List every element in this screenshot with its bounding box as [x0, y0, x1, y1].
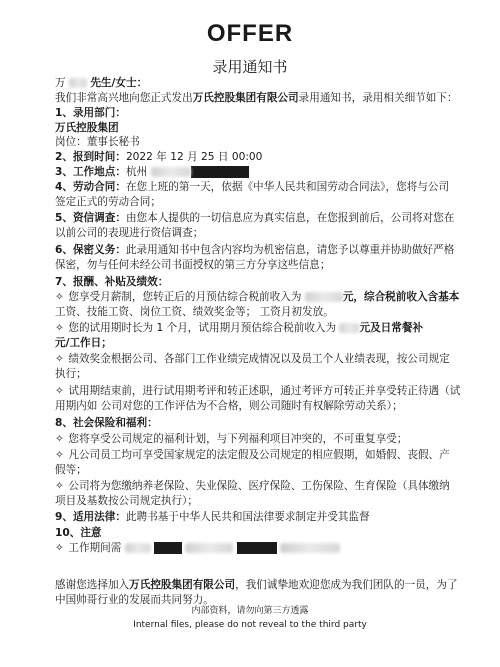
section-1-post: 岗位：董事长秘书: [55, 136, 140, 148]
section-6-line: [55, 243, 460, 258]
closing-company: 万氏控股集团有限公司: [129, 579, 236, 591]
document-subtitle: 录用通知书: [212, 58, 288, 76]
section-3-value: 杭州: [125, 166, 148, 178]
review-text-1: 试用期结束前，进行试用期考评和转正述职，通过考评方可转正并享受转正待遇（试: [68, 385, 461, 397]
bullet-diamond-icon: ✧: [55, 322, 64, 334]
section-6-text-1: 此录用通知书中包含内容均为机密信息，请您予以尊重并协助做好严格: [125, 244, 455, 256]
section-7-item-b-cont: 元/工作日；: [55, 337, 112, 349]
address-blurred: [151, 167, 191, 177]
section-7-title: 7、报酬、补贴及绩效：: [55, 276, 169, 288]
section-8-title: 8、社会保险和福利：: [55, 417, 158, 429]
section-1-department: 万氏控股集团: [55, 122, 119, 134]
section-8-item-c-cont: 项目及基数按公司规定执行）；: [55, 495, 199, 507]
closing-thanks-row: [55, 578, 460, 593]
recipient-salutation: 先生/女士：: [90, 77, 148, 89]
section-4-line: [55, 180, 460, 195]
bullet-diamond-icon: ✧: [55, 449, 64, 461]
section-7-item-b: [55, 321, 460, 336]
section-4-text-2: 签定正式的劳动合同；: [55, 196, 161, 208]
probation-amount-blurred: [339, 323, 359, 333]
section-4-text-1: 在您上班的第一天，依据《中华人民共和国劳动合同法》，您将与公司: [125, 181, 450, 193]
intro-company: 万氏控股集团有限公司: [192, 92, 299, 104]
section-6-label: 6、保密义务：: [55, 244, 126, 256]
bullet-diamond-icon: ✧: [55, 385, 64, 397]
salary-amount-blurred: [305, 292, 343, 302]
section-7-item-a: [55, 290, 460, 305]
attention-blurred-1: [125, 543, 151, 553]
section-7-item-c-cont: 执行；: [55, 368, 87, 380]
recipient-name-blurred: [69, 78, 87, 88]
closing-text-after: ，我们诚挚地欢迎您成为我们团队的一员，为了: [235, 579, 458, 591]
section-8-item-c: [55, 479, 460, 494]
insurance-text-1: 公司将为您缴纳养老保险、失业保险、医疗保险、工伤保险、生育保险（具体缴纳: [68, 480, 450, 492]
bullet-diamond-icon: ✧: [55, 291, 64, 303]
attention-redaction-2: [237, 542, 277, 554]
section-8-item-b: [55, 448, 460, 463]
closing-text-before: 感谢您选择加入: [55, 579, 130, 591]
section-7-item-d: [55, 384, 460, 399]
intro-text-before: 我们非常高兴地向您正式发出: [55, 92, 193, 104]
section-5-text-1: 由您本人提供的一切信息应为真实信息，在您报到前后，公司将对您在: [125, 212, 455, 224]
section-7-item-a-cont: 工资、技能工资、岗位工资、绩效奖金等； 工资月初发放。: [55, 306, 334, 318]
section-2-label: 2、报到时间：: [55, 151, 126, 163]
bullet-diamond-icon: ✧: [55, 433, 64, 445]
section-2-line: [55, 150, 460, 165]
section-9-value: 此聘书基于中华人民共和国法律要求制定并受其监督: [125, 511, 370, 523]
section-3-label: 3、工作地点：: [55, 166, 126, 178]
footer-confidential-cn: 内部资料，请勿向第三方透露: [191, 606, 309, 616]
attention-redaction-1: [154, 542, 182, 554]
leave-text-1: 凡公司员工均可享受国家规定的法定假及公司规定的相应假期，如婚假、丧假、产: [68, 449, 450, 461]
section-6-text-2: 保密，勿与任何未经公司书面授权的第三方分享这些信息；: [55, 259, 331, 271]
greeting-line: [55, 76, 460, 91]
section-8-item-a: [55, 432, 460, 447]
section-1-title: 1、录用部门：: [55, 107, 126, 119]
probation-unit: 元及日常餐补: [359, 322, 424, 334]
section-9-line: [55, 510, 460, 525]
section-5-line: [55, 211, 460, 226]
section-5-label: 5、资信调查：: [55, 212, 126, 224]
intro-line: [55, 91, 460, 106]
probation-text: 您的试用期时长为 1 个月，试用期月预估综合税前收入为: [68, 322, 337, 334]
attention-blurred-2: [185, 543, 233, 553]
bullet-diamond-icon: ✧: [55, 353, 64, 365]
bullet-diamond-icon: ✧: [55, 542, 64, 554]
section-8-item-b-cont: 假等；: [55, 464, 87, 476]
salary-text: 您享受月薪制，您转正后的月预估综合税前收入为: [68, 291, 302, 303]
section-2-value: 2022 年 12 月 25 日 00:00: [125, 151, 263, 163]
intro-text-after: 录用通知书，录用相关细节如下：: [298, 92, 458, 104]
salary-unit: 元，综合税前收入含基本: [342, 291, 460, 303]
closing-thanks-row-2: 中国帅哥行业的发展而共同努力。: [55, 594, 214, 606]
section-4-label: 4、劳动合同：: [55, 181, 126, 193]
footer-confidential-en: Internal files, please do not reveal to the third party: [133, 620, 367, 630]
section-9-label: 9、适用法律：: [55, 511, 126, 523]
bonus-text-1: 绩效奖金根据公司、各部门工作业绩完成情况以及员工个人业绩表现，按公司规定: [68, 353, 450, 365]
section-7-item-d-cont: 用期内如 公司对您的工作评估为不合格，则公司随时有权解除劳动关系）；: [55, 400, 403, 412]
section-5-text-2: 以前公司的表现进行资信调查；: [55, 227, 204, 239]
address-redaction-bar: [191, 166, 249, 178]
recipient-initial: 万: [55, 77, 66, 89]
section-3-line: [55, 165, 460, 180]
document-title: OFFER: [206, 20, 294, 47]
attention-blurred-3: [280, 543, 340, 553]
benefits-text: 您将享受公司规定的福利计划，与下列福利项目冲突的，不可重复享受；: [68, 433, 408, 445]
section-7-item-c: [55, 352, 460, 367]
attention-text: 工作期间需: [68, 542, 122, 554]
bullet-diamond-icon: ✧: [55, 480, 64, 492]
section-10-item-a: [55, 541, 460, 556]
section-10-title: 10、注意: [55, 527, 102, 539]
